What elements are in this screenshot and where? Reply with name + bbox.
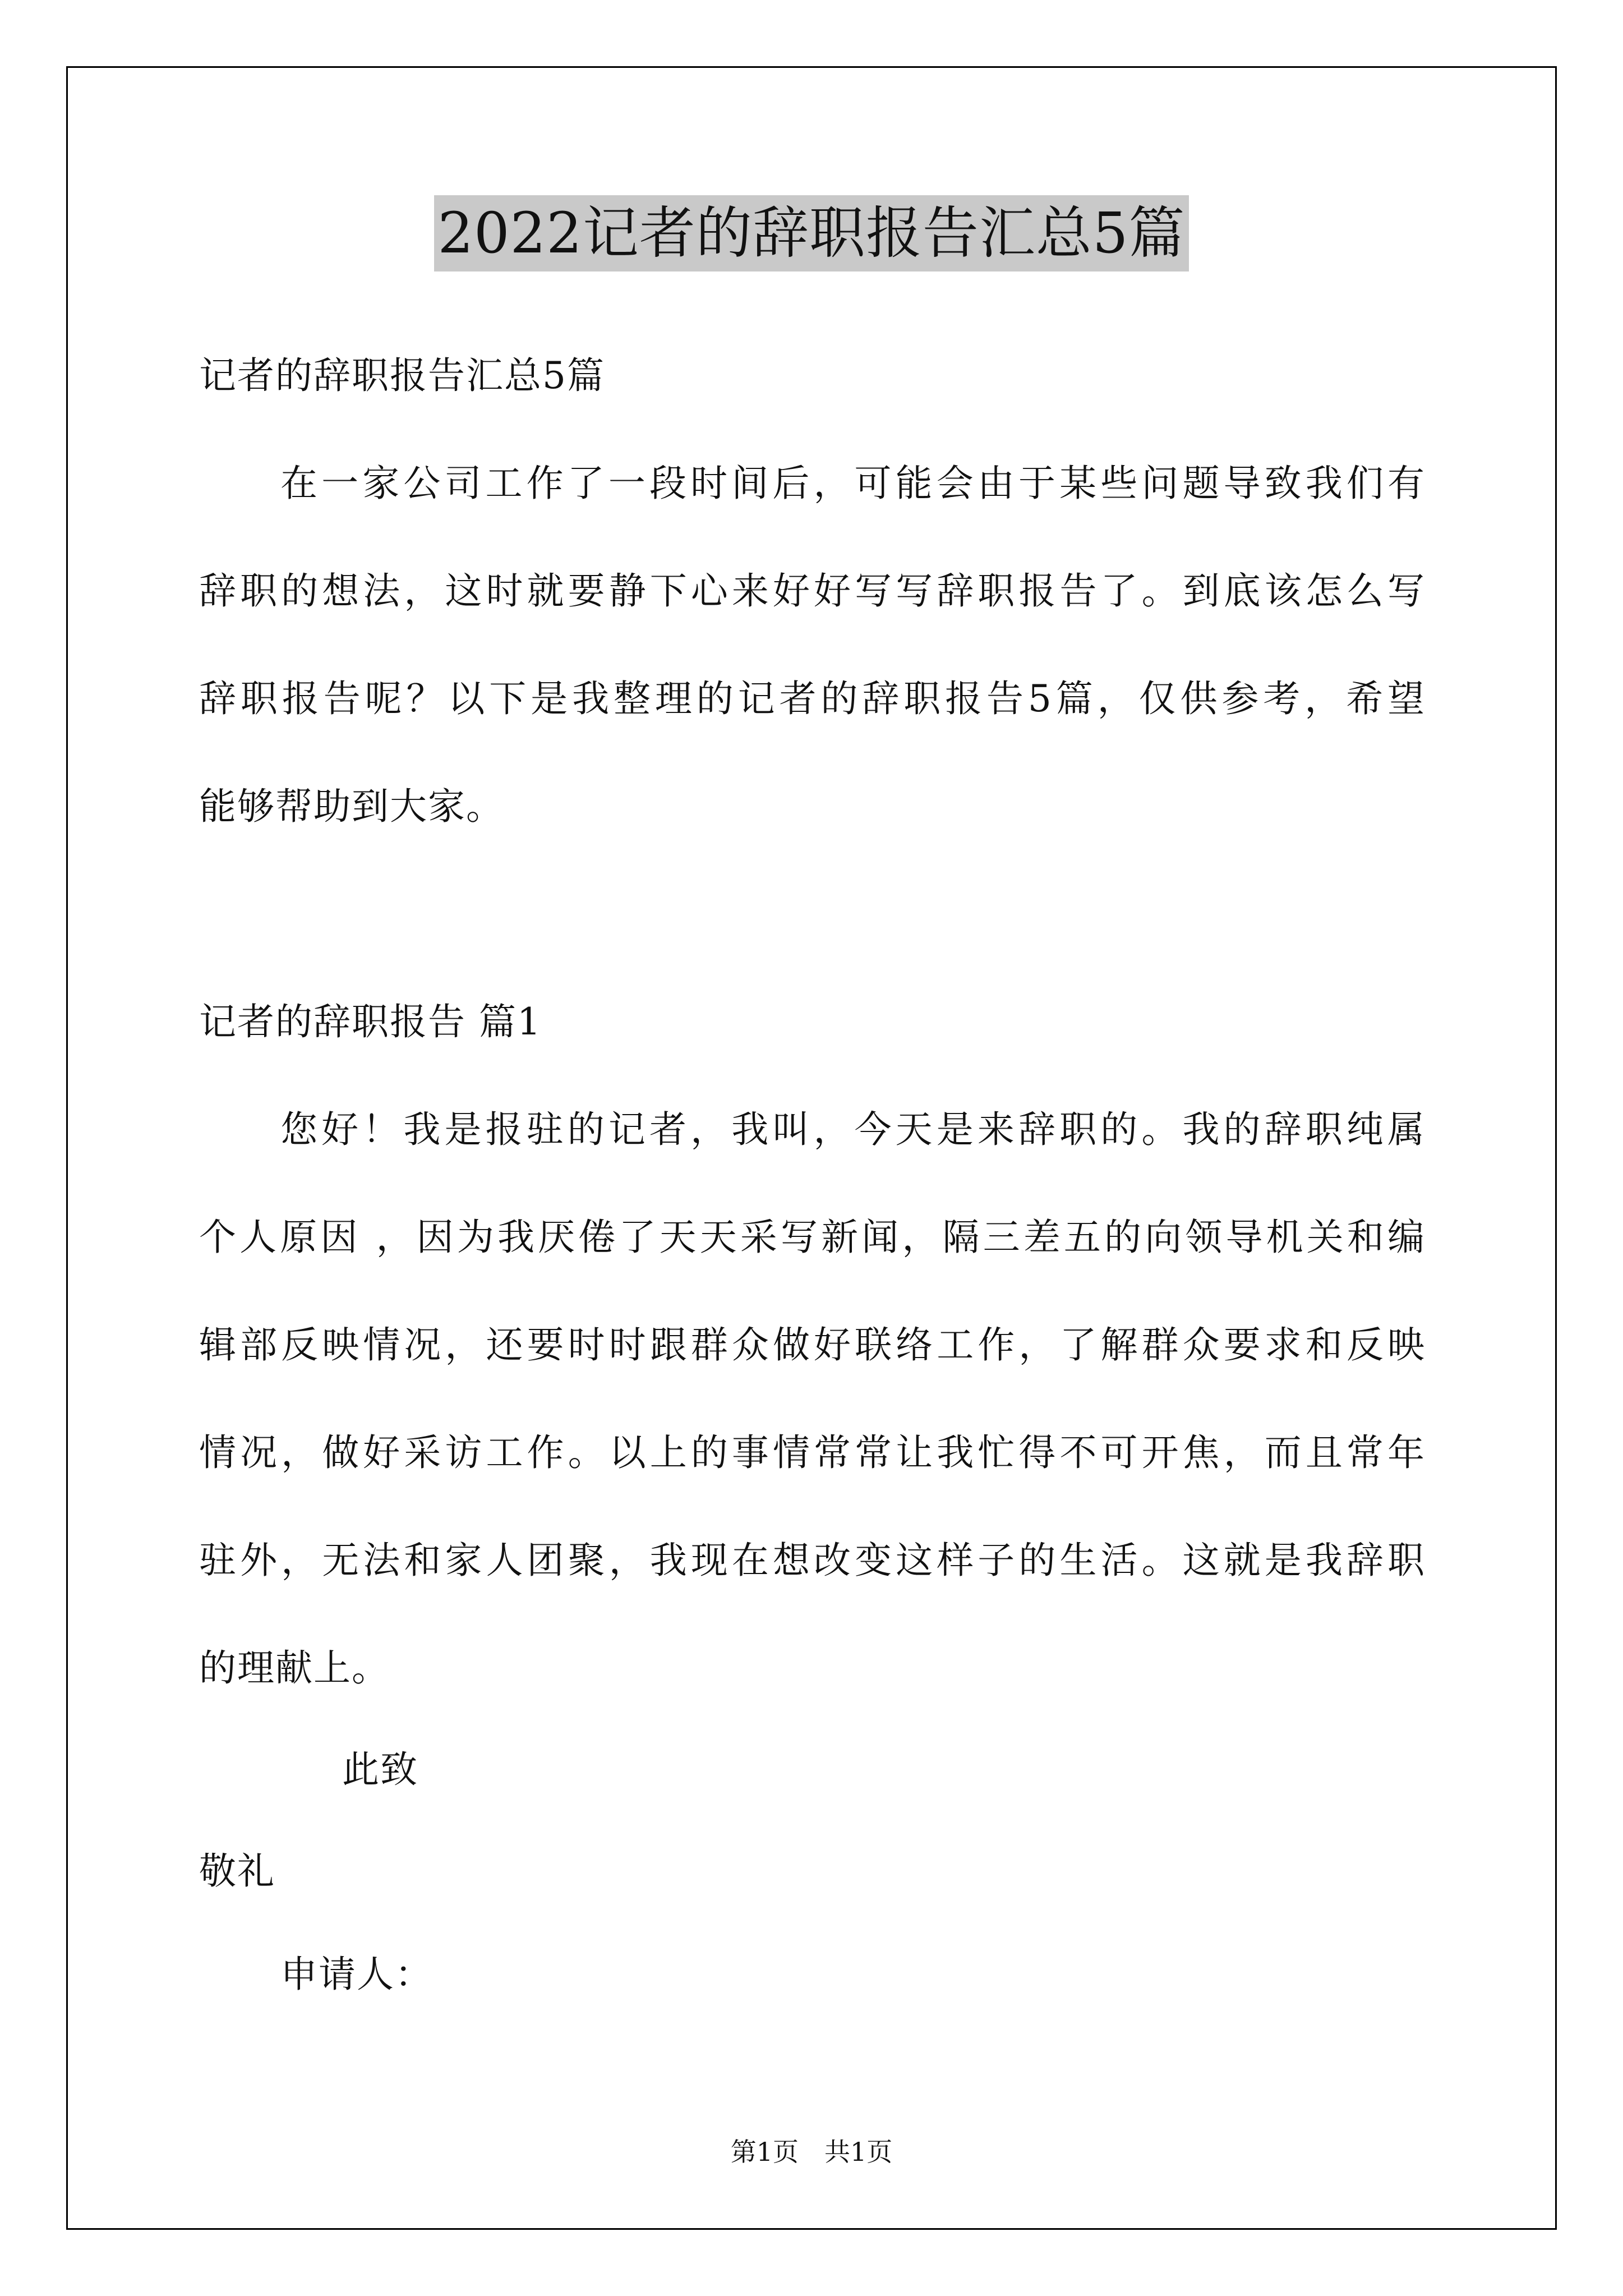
title-container [0,195,1623,272]
letter-line-1: 您好！我是报驻的记者，我叫，今天是来辞职的。我的辞职纯属 [280,1108,1424,1151]
section-heading: 记者的辞职报告 篇1 [199,1000,542,1043]
letter-line-4: 情况，做好采访工作。以上的事情常常让我忙得不可开焦，而且常年 [199,1431,1424,1474]
intro-line-3: 辞职报告呢？以下是我整理的记者的辞职报告5篇，仅供参考，希望 [199,677,1424,720]
applicant-label: 申请人： [280,1953,433,1996]
document-title: 2022记者的辞职报告汇总5篇 [434,195,1188,272]
document-subtitle: 记者的辞职报告汇总5篇 [199,354,605,397]
intro-line-1: 在一家公司工作了一段时间后，可能会由于某些问题导致我们有 [280,462,1424,505]
intro-line-4: 能够帮助到大家。 [199,785,504,828]
closing-regards: 敬礼 [199,1849,275,1893]
letter-line-6: 的理献上。 [199,1646,390,1690]
intro-line-2: 辞职的想法，这时就要静下心来好好写写辞职报告了。到底该怎么写 [199,569,1424,613]
letter-line-3: 辑部反映情况，还要时时跟群众做好联络工作，了解群众要求和反映 [199,1323,1424,1366]
letter-line-5: 驻外，无法和家人团聚，我现在想改变这样子的生活。这就是我辞职 [199,1539,1424,1582]
closing-salutation: 此致 [342,1748,418,1791]
letter-line-2: 个人原因 ，因为我厌倦了天天采写新闻，隔三差五的向领导机关和编 [199,1216,1424,1259]
page-footer: 第1页 共1页 [730,2137,893,2167]
